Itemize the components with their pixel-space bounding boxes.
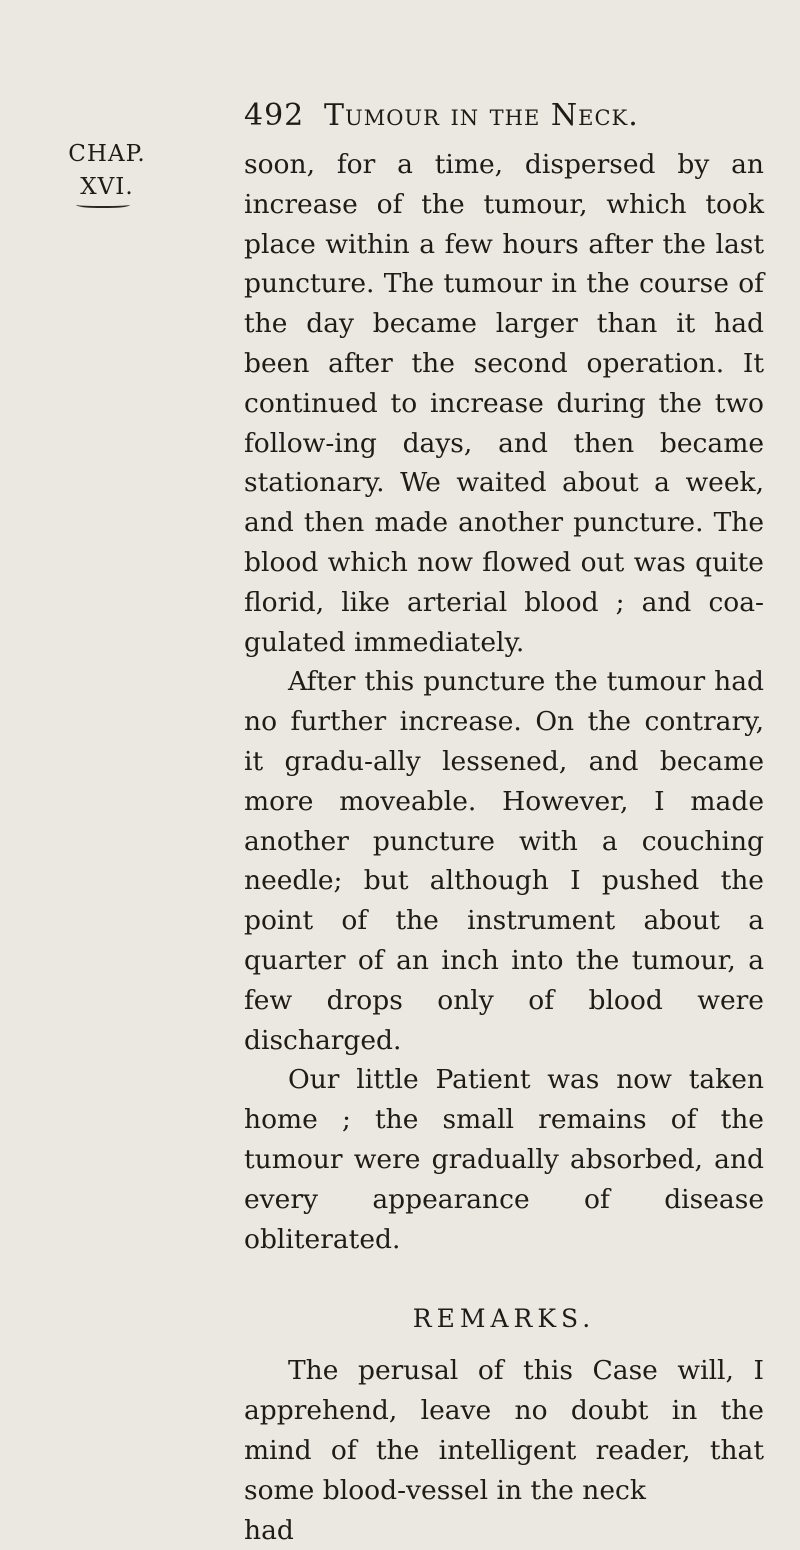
body-text — [244, 145, 764, 1550]
paragraph: After this puncture the tumour had no further increase. On the contrary, it gradu-ally lessened, and became more moveable. However, I made another puncture with a couching needle; but although I pushed the point of the instrument about a quarter of an inch into the tumour, a few drops only of blood were discharged. — [244, 662, 764, 1060]
catchword: had — [244, 1511, 764, 1550]
page-number: 492 — [244, 98, 324, 133]
running-head — [244, 98, 764, 133]
paragraph-continued: soon, for a time, dispersed by an increase of the tumour, which took place within a few hours after the last puncture. The tumour in the course of the day became larger than it had been after the second operation. It continued to increase during the two follow-ing days, and then became stationary. We waited about a week, and then made another puncture. The blood which now flowed out was quite florid, like arterial blood ; and coa-gulated immediately. — [244, 145, 764, 662]
chapter-label: CHAP. — [62, 138, 152, 171]
remarks-paragraph: The perusal of this Case will, I apprehend, leave no doubt in the mind of the intelligent reader, that some blood-vessel in the neck — [244, 1351, 764, 1510]
running-title: Tumour in the Neck. — [324, 98, 639, 133]
margin-chapter-note — [62, 138, 152, 208]
chapter-number: XVI. — [62, 171, 152, 204]
paragraph: Our little Patient was now taken home ; the small remains of the tumour were gradually absorbed, and every appearance of disease obliterated. — [244, 1060, 764, 1259]
remarks-heading: REMARKS. — [244, 1299, 764, 1339]
